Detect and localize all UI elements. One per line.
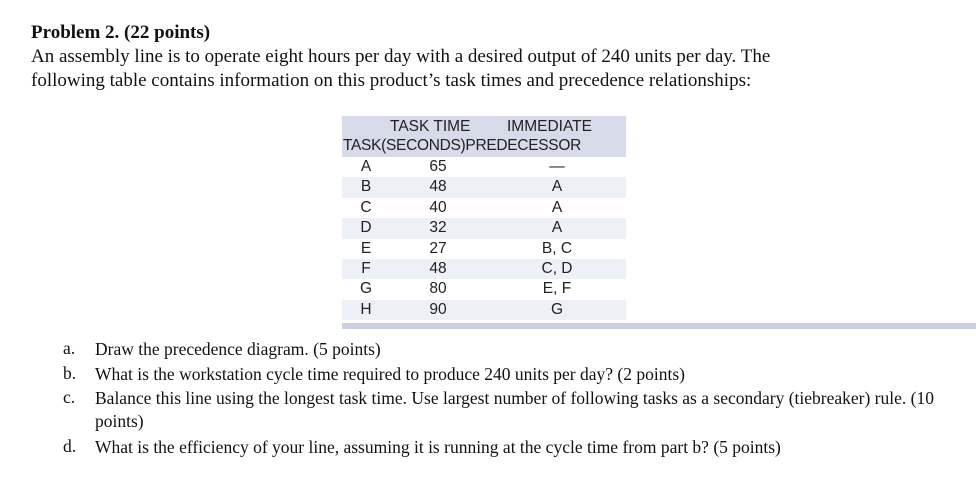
- time-cell: 40: [429, 198, 447, 216]
- predecessor-cell: C, D: [541, 259, 573, 277]
- table-divider: [342, 323, 976, 329]
- table-row: [342, 279, 626, 299]
- intro-line-2: following table contains information on this product’s task times and precedence relationships:: [31, 70, 752, 91]
- table-row: [342, 177, 626, 197]
- task-cell: A: [360, 158, 372, 175]
- question-text: What is the efficiency of your line, assuming it is running at the cycle time from part b? (5 points): [95, 437, 781, 457]
- task-cell: C: [360, 198, 372, 216]
- table-row: [342, 239, 626, 259]
- task-cell: F: [361, 259, 371, 277]
- task-cell: B: [360, 178, 372, 196]
- table-row: [342, 259, 626, 279]
- question-text: What is the workstation cycle time required to produce 240 units per day? (2 points): [95, 364, 685, 384]
- header-columns: TASK(SECONDS)PREDECESSOR: [343, 137, 581, 154]
- table-header: [342, 116, 626, 157]
- task-cell: D: [360, 219, 372, 237]
- predecessor-cell: A: [551, 219, 563, 237]
- question-label: d.: [63, 436, 77, 456]
- time-cell: 32: [429, 219, 447, 237]
- task-table: [342, 116, 626, 320]
- question-label: a.: [63, 338, 76, 358]
- time-cell: 27: [429, 239, 447, 257]
- predecessor-cell: G: [550, 300, 564, 318]
- question-label: b.: [63, 363, 77, 383]
- time-cell: 80: [429, 280, 447, 298]
- problem-intro: [31, 45, 946, 93]
- table-row: [342, 198, 626, 218]
- predecessor-cell: E, F: [542, 280, 572, 298]
- predecessor-cell: A: [551, 198, 563, 216]
- intro-line-1: An assembly line is to operate eight hours per day with a desired output of 240 units per day. The: [31, 46, 771, 67]
- question-label: c.: [63, 387, 76, 407]
- table-row: [342, 300, 626, 320]
- problem-title: Problem 2. (22 points): [31, 22, 211, 43]
- question-text: Draw the precedence diagram. (5 points): [95, 339, 381, 359]
- table-row: [342, 157, 626, 177]
- time-cell: 48: [429, 259, 447, 277]
- header-task-time: TASK TIME: [390, 118, 471, 135]
- table-row: [342, 218, 626, 238]
- predecessor-cell: —: [549, 158, 565, 175]
- task-cell: E: [360, 239, 372, 257]
- question-text: Balance this line using the longest task time. Use largest number of following tasks as a secondary (tiebreaker) rule. (10 points): [95, 388, 934, 431]
- task-cell: G: [359, 280, 373, 298]
- time-cell: 65: [429, 158, 447, 175]
- time-cell: 48: [429, 178, 447, 196]
- time-cell: 90: [429, 300, 447, 318]
- predecessor-cell: A: [551, 178, 563, 196]
- predecessor-cell: B, C: [541, 239, 573, 257]
- header-immediate: IMMEDIATE: [507, 118, 592, 135]
- task-cell: H: [360, 300, 372, 318]
